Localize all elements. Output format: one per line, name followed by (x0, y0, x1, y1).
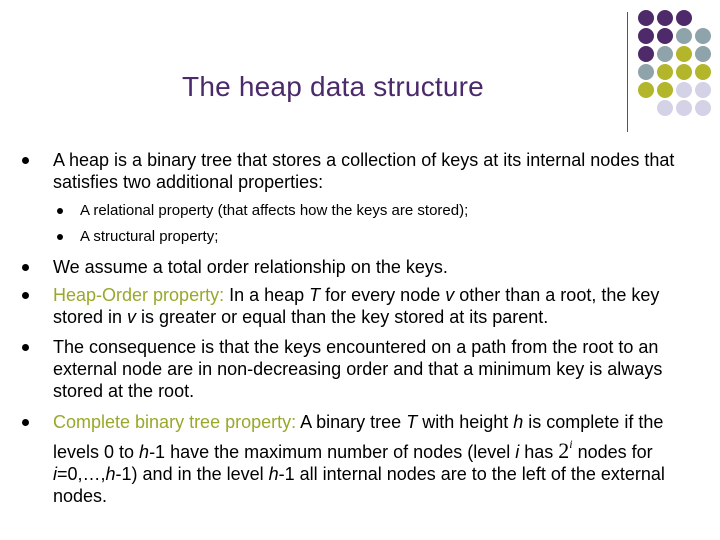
slide-title: The heap data structure (182, 71, 484, 102)
decorative-dot (695, 46, 711, 62)
bullet-icon (22, 264, 29, 271)
decorative-dot (638, 46, 654, 62)
decorative-dot (676, 10, 692, 26)
bullet-text: Complete binary tree property: A binary tree T with height h is complete if the levels 0 to h-1 have the maximum number of nodes (level i has 2$^i$ nodes for i=0,…,h-1) and in the level h-1 all internal nodes are to the left of the external nodes. (53, 412, 665, 506)
decorative-dot (676, 100, 692, 116)
decorative-dot (676, 46, 692, 62)
decorative-dot (657, 64, 673, 80)
decorative-dot (657, 82, 673, 98)
bullet-text: We assume a total order relationship on the keys. (53, 257, 448, 277)
decorative-dot (657, 100, 673, 116)
bullet-icon (22, 419, 29, 426)
decorative-dot (638, 28, 654, 44)
decorative-dot (657, 28, 673, 44)
bullet-text: Heap-Order property: In a heap T for every node v other than a root, the key stored in v is greater or equal than the key stored at its parent. (53, 285, 660, 327)
decorative-dot (676, 82, 692, 98)
decorative-divider (627, 12, 628, 132)
bullet-icon (22, 344, 29, 351)
decorative-dot (638, 82, 654, 98)
decorative-dot (695, 28, 711, 44)
bullet-icon (22, 292, 29, 299)
bullet-text: A heap is a binary tree that stores a collection of keys at its internal nodes that satisfies two additional properties: (53, 150, 675, 192)
decorative-dot (676, 64, 692, 80)
decorative-dot (657, 46, 673, 62)
power-expression: 2$^i$ (558, 437, 573, 463)
decorative-dot (657, 10, 673, 26)
decorative-dot (676, 28, 692, 44)
decorative-dot (695, 82, 711, 98)
decorative-dot (695, 100, 711, 116)
bullet-icon (57, 234, 63, 240)
bullet-text: The consequence is that the keys encountered on a path from the root to an external node are in non-decreasing order and that a minimum key is always stored at the root. (53, 337, 663, 401)
heap-order-label: Heap-Order property: (53, 285, 225, 305)
decorative-dot (695, 64, 711, 80)
decorative-dot-grid (638, 10, 714, 118)
sub-bullet-text: A structural property; (80, 228, 219, 245)
decorative-dot (638, 10, 654, 26)
bullet-icon (22, 157, 29, 164)
decorative-dot (638, 64, 654, 80)
complete-tree-label: Complete binary tree property: (53, 412, 297, 432)
bullet-icon (57, 208, 63, 214)
sub-bullet-text: A relational property (that affects how the keys are stored); (80, 202, 469, 219)
